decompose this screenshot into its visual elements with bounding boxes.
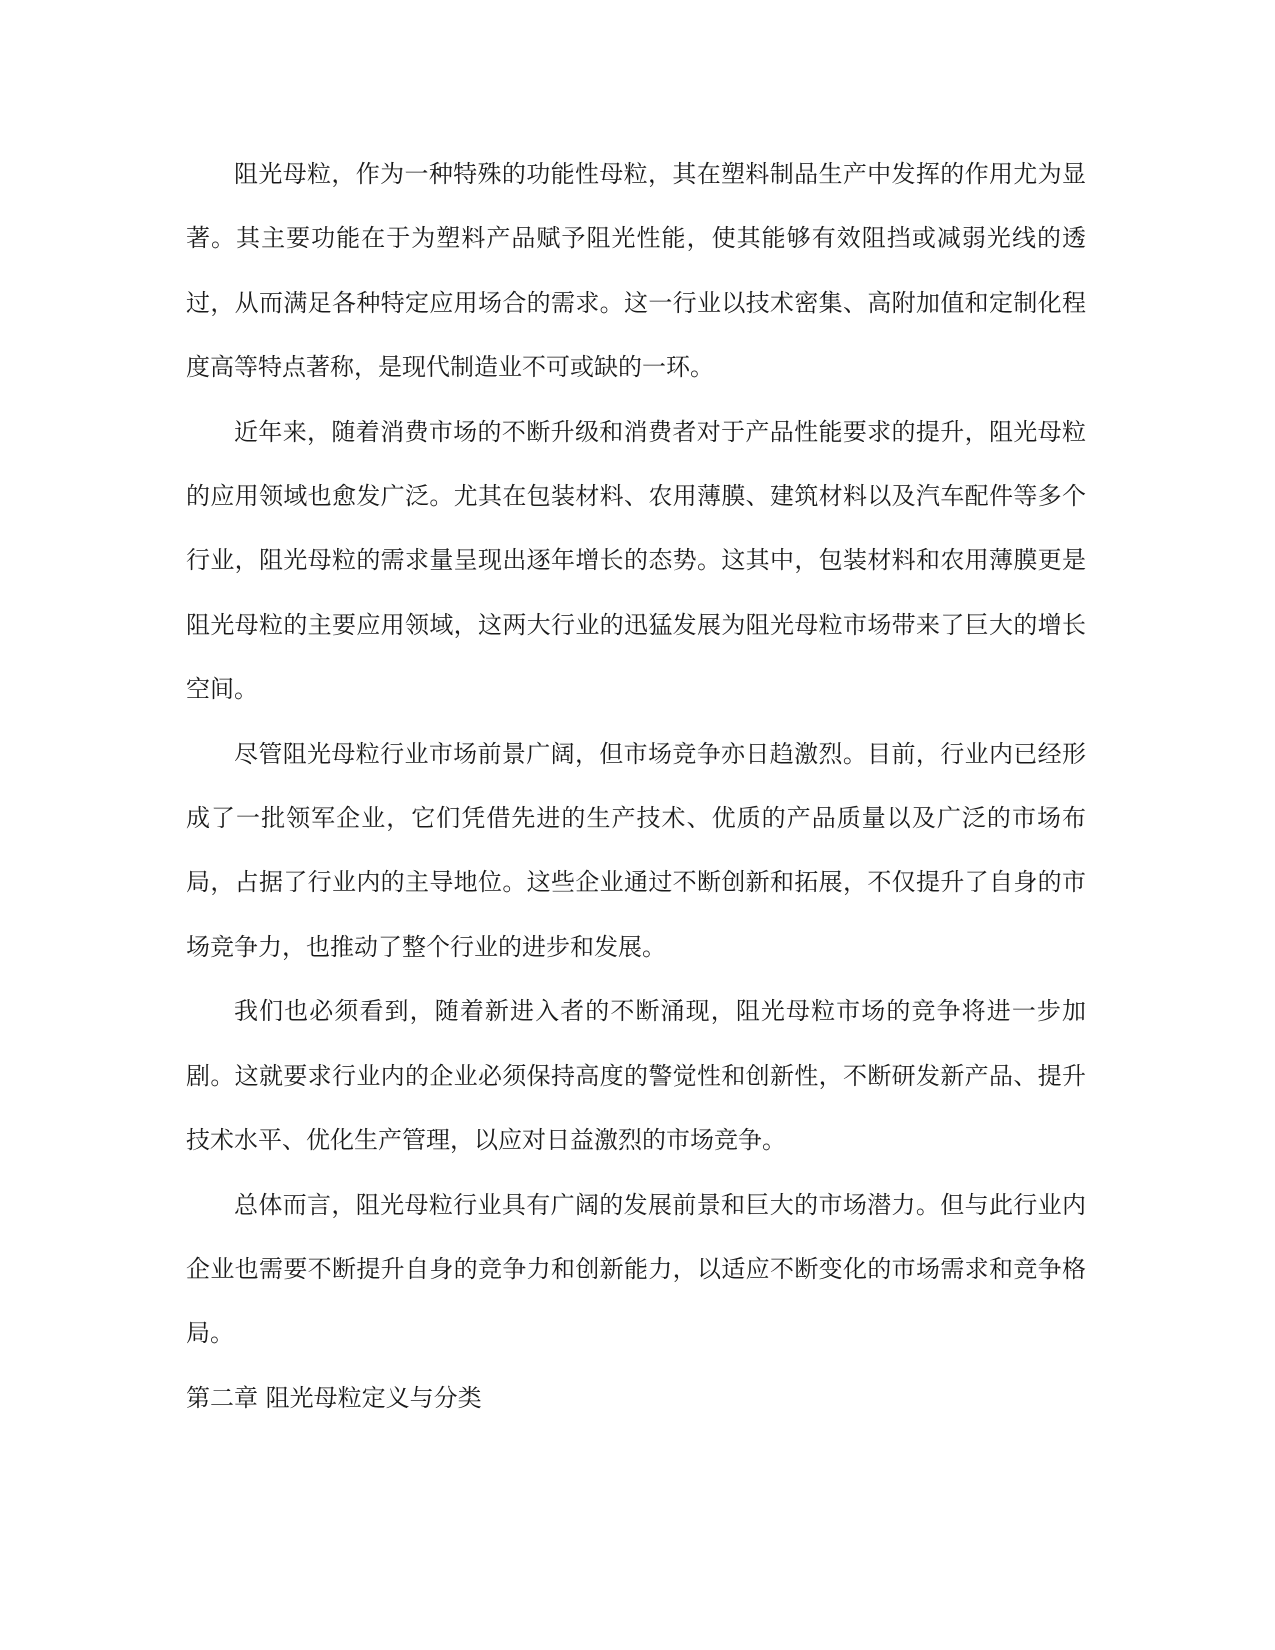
document-body bbox=[186, 142, 1086, 1430]
paragraph-4: 我们也必须看到，随着新进入者的不断涌现，阻光母粒市场的竞争将进一步加剧。这就要求行业内的企业必须保持高度的警觉性和创新性，不断研发新产品、提升技术水平、优化生产管理，以应对日益激烈的市场竞争。 bbox=[186, 997, 1086, 1155]
paragraph-1: 阻光母粒，作为一种特殊的功能性母粒，其在塑料制品生产中发挥的作用尤为显著。其主要功能在于为塑料产品赋予阻光性能，使其能够有效阻挡或减弱光线的透过，从而满足各种特定应用场合的需求。这一行业以技术密集、高附加值和定制化程度高等特点著称，是现代制造业不可或缺的一环。 bbox=[186, 160, 1086, 382]
chapter-heading: 第二章 阻光母粒定义与分类 bbox=[186, 1383, 482, 1412]
paragraph-2: 近年来，随着消费市场的不断升级和消费者对于产品性能要求的提升，阻光母粒的应用领域也愈发广泛。尤其在包装材料、农用薄膜、建筑材料以及汽车配件等多个行业，阻光母粒的需求量呈现出逐年增长的态势。这其中，包装材料和农用薄膜更是阻光母粒的主要应用领域，这两大行业的迅猛发展为阻光母粒市场带来了巨大的增长空间。 bbox=[186, 417, 1086, 704]
paragraph-5: 总体而言，阻光母粒行业具有广阔的发展前景和巨大的市场潜力。但与此行业内企业也需要不断提升自身的竞争力和创新能力，以适应不断变化的市场需求和竞争格局。 bbox=[186, 1190, 1086, 1348]
paragraph-3: 尽管阻光母粒行业市场前景广阔，但市场竞争亦日趋激烈。目前，行业内已经形成了一批领军企业，它们凭借先进的生产技术、优质的产品质量以及广泛的市场布局，占据了行业内的主导地位。这些企业通过不断创新和拓展，不仅提升了自身的市场竞争力，也推动了整个行业的进步和发展。 bbox=[186, 739, 1086, 961]
